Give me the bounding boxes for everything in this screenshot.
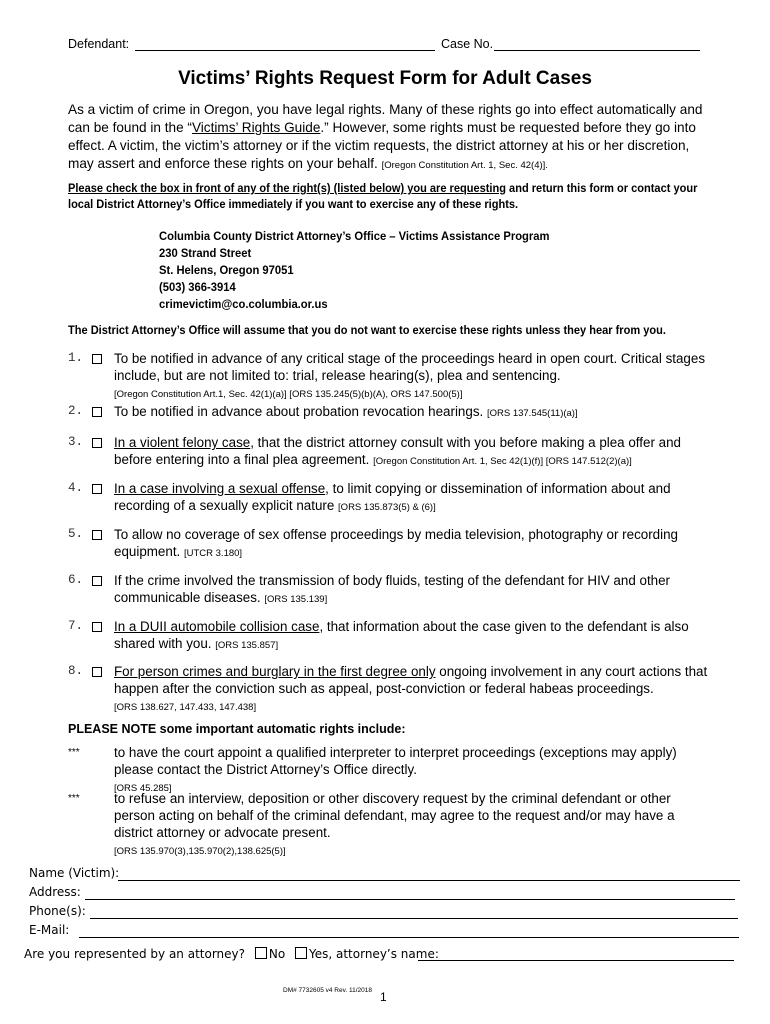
right-number: 2. <box>68 404 84 418</box>
office-street: 230 Strand Street <box>159 246 252 260</box>
office-email: crimevictim@co.columbia.or.us <box>159 297 328 311</box>
name-label: Name (Victim): <box>29 866 120 880</box>
email-field[interactable] <box>79 937 739 938</box>
intro-text-2: .” However, some rights must be requested before they go into effect. A victim, the victim’s attorney or if the victim requests, the district attorney at his or her discretion, may assert and enforce these rights on your behalf. <box>68 120 696 171</box>
right-checkbox-6[interactable] <box>92 576 102 586</box>
phone-label: Phone(s): <box>29 904 86 918</box>
right-text: ongoing involvement in any court actions that happen after the conviction such as appeal, post-conviction or federal habeas proceedings. <box>114 664 708 696</box>
office-name: Columbia County District Attorney’s Office – Victims Assistance Program <box>159 229 550 243</box>
right-reference: [ORS 135.139] <box>264 594 328 605</box>
automatic-right-2 <box>68 790 708 860</box>
right-reference: [Oregon Constitution Art.1, Sec. 42(1)(a)] [ORS 135.245(5)(b)(A), ORS 147.500(5)] <box>114 389 463 400</box>
bullet-stars: *** <box>68 747 80 758</box>
right-checkbox-1[interactable] <box>92 354 102 364</box>
page-number: 1 <box>380 990 387 1004</box>
document-id: DM# 7732605 v4 Rev. 11/2018 <box>283 987 373 994</box>
case-number-label: Case No. <box>441 37 494 51</box>
right-underlined: In a DUII automobile collision case <box>114 619 320 634</box>
automatic-right-reference: [ORS 45.285] <box>114 783 172 794</box>
attorney-yes-checkbox[interactable] <box>295 947 307 959</box>
right-item-7 <box>68 618 708 654</box>
right-reference: [Oregon Constitution Art. 1, Sec 42(1)(f)] [ORS 147.512(2)(a)] <box>373 456 632 467</box>
right-checkbox-7[interactable] <box>92 622 102 632</box>
right-reference: [ORS 137.545(11)(a)] <box>486 408 578 419</box>
right-number: 1. <box>68 351 84 365</box>
right-text: , that information about the case given to the defendant is also shared with you. <box>114 619 689 651</box>
right-text: To allow no coverage of sex offense proceedings by media television, photography or recording equipment. <box>114 527 678 559</box>
right-number: 7. <box>68 619 84 633</box>
right-checkbox-5[interactable] <box>92 530 102 540</box>
assume-note: The District Attorney’s Office will assume that you do not want to exercise these rights unless they hear from you. <box>68 323 666 337</box>
defendant-label: Defendant: <box>68 37 130 51</box>
right-item-3 <box>68 434 708 470</box>
right-reference: [UTCR 3.180] <box>183 548 243 559</box>
right-number: 4. <box>68 481 84 495</box>
attorney-name-field[interactable] <box>418 960 734 961</box>
automatic-right-reference: [ORS 135.970(3),135.970(2),138.625(5)] <box>114 846 286 857</box>
right-checkbox-8[interactable] <box>92 667 102 677</box>
right-item-2 <box>68 403 708 422</box>
intro-paragraph <box>68 101 708 175</box>
right-number: 5. <box>68 527 84 541</box>
intro-text-1: As a victim of crime in Oregon, you have legal rights. Many of these rights go into effect automatically and can be found in the “ <box>68 102 703 135</box>
right-checkbox-3[interactable] <box>92 438 102 448</box>
right-reference: [ORS 135.857] <box>215 640 279 651</box>
address-label: Address: <box>29 885 81 899</box>
automatic-right-text: to have the court appoint a qualified interpreter to interpret proceedings (exceptions may apply) please contact the District Attorney’s Office directly. <box>114 745 677 777</box>
phone-field[interactable] <box>90 918 738 919</box>
automatic-right-text: to refuse an interview, deposition or other discovery request by the criminal defendant or other person acting on behalf of the criminal defendant, may agree to the request and/or may have a district attorney or advocate present. <box>114 791 675 840</box>
right-number: 8. <box>68 664 84 678</box>
name-field[interactable] <box>118 880 740 881</box>
right-text: To be notified in advance of any critical stage of the proceedings heard in open court. Critical stages include, but are not limited to: trial, release hearing(s), plea and sentencing. <box>114 351 706 383</box>
attorney-question: Are you represented by an attorney? <box>24 947 246 961</box>
right-checkbox-4[interactable] <box>92 484 102 494</box>
right-text: To be notified in advance about probation revocation hearings. <box>114 404 487 419</box>
right-text: , that the district attorney consult with you before making a plea offer and before entering into a final plea agreement. <box>114 435 681 467</box>
right-reference: [ORS 135.873(5) & (6)] <box>338 502 436 513</box>
instructions-underlined: Please check the box in front of any of the right(s) (listed below) you are requesting <box>68 181 506 195</box>
attorney-no-label: No <box>268 947 286 961</box>
office-city: St. Helens, Oregon 97051 <box>159 263 294 277</box>
instructions-rest: and return this form or contact your local District Attorney’s Office immediately if you want to exercise any of these rights. <box>68 181 698 211</box>
right-item-1 <box>68 350 708 403</box>
right-number: 3. <box>68 435 84 449</box>
automatic-rights-heading: PLEASE NOTE some important automatic rights include: <box>68 722 406 736</box>
right-checkbox-2[interactable] <box>92 407 102 417</box>
office-phone: (503) 366-3914 <box>159 280 236 294</box>
right-text: If the crime involved the transmission of body fluids, testing of the defendant for HIV and other communicable diseases. <box>114 573 671 605</box>
right-underlined: In a case involving a sexual offense <box>114 481 326 496</box>
address-field[interactable] <box>85 899 735 900</box>
victims-rights-guide-link[interactable]: Victims’ Rights Guide <box>191 120 321 135</box>
email-label: E-Mail: <box>29 923 70 937</box>
right-reference: [ORS 138.627, 147.433, 147.438] <box>114 702 257 713</box>
right-underlined: For person crimes and burglary in the first degree only <box>114 664 436 679</box>
right-item-5 <box>68 526 708 562</box>
office-address-block <box>159 228 549 313</box>
instructions <box>68 180 712 212</box>
attorney-yes-label: Yes, attorney’s name: <box>309 947 439 961</box>
case-number-field[interactable] <box>494 50 700 51</box>
attorney-no-checkbox[interactable] <box>255 947 267 959</box>
right-text: , to limit copying or dissemination of information about and recording of a sexually explicit nature <box>114 481 671 513</box>
bullet-stars: *** <box>68 793 80 804</box>
page-title: Victims’ Rights Request Form for Adult Cases <box>178 68 592 89</box>
intro-reference: [Oregon Constitution Art. 1, Sec. 42(4)]. <box>381 160 548 171</box>
defendant-field[interactable] <box>135 50 435 51</box>
right-item-8 <box>68 663 708 716</box>
right-number: 6. <box>68 573 84 587</box>
right-item-6 <box>68 572 708 608</box>
right-item-4 <box>68 480 708 516</box>
attorney-question-row <box>24 947 439 961</box>
right-underlined: In a violent felony case <box>114 435 251 450</box>
